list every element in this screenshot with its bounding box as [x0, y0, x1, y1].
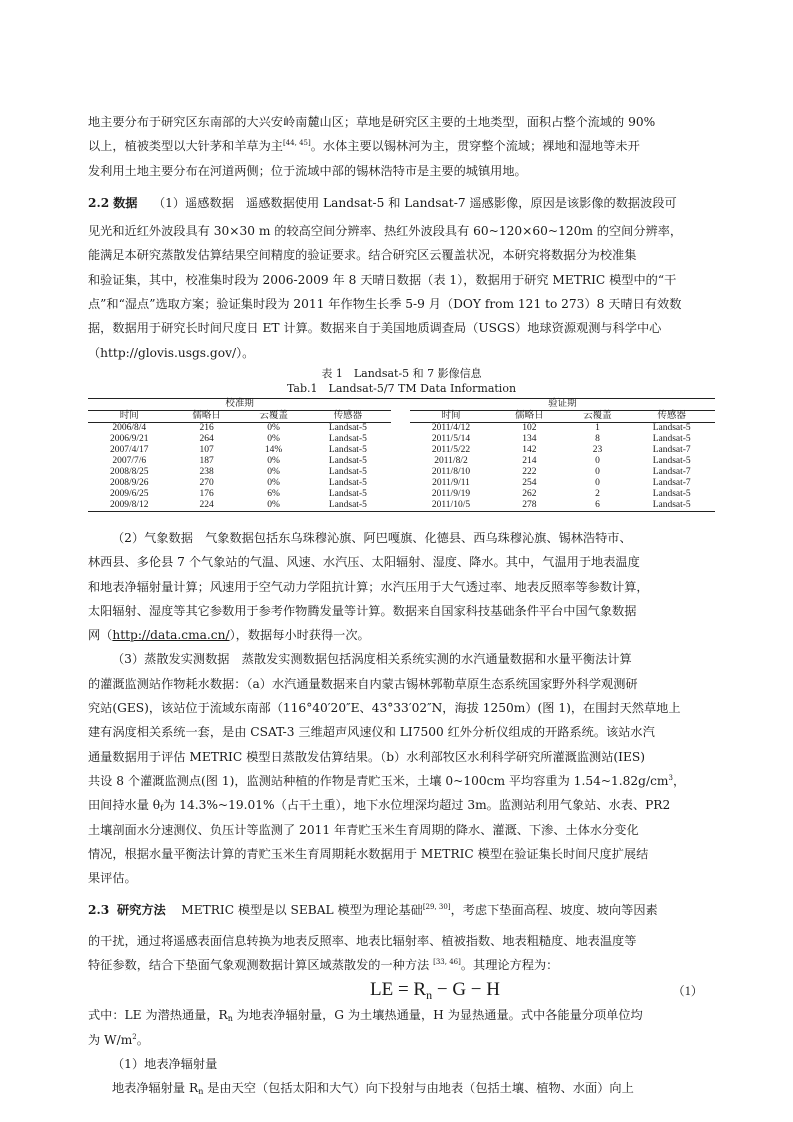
section-title: 数据 — [113, 195, 138, 210]
body-line: 为 $W/m^2$。 — [88, 1032, 149, 1047]
table-row — [88, 434, 715, 445]
equation-explanation — [88, 1003, 715, 1052]
table-cell: 0% — [267, 455, 280, 466]
table-cell: 0% — [267, 499, 280, 510]
column-header: 云覆盖 — [243, 410, 305, 422]
body-line: 据，数据用于研究长时间尺度日 ET 计算。数据来自于美国地质调查局（USGS）地球资源观测与科学中心 — [88, 321, 662, 336]
body-line: （2）气象数据 气象数据包括东乌珠穆沁旗、阿巴嘎旗、化德县、西乌珠穆沁旗、锡林浩特市、 — [112, 530, 632, 545]
table-gap — [391, 456, 410, 467]
table-row — [88, 478, 715, 489]
body-line: 土壤剖面水分速测仪、负压计等监测了 2011 年青贮玉米生育周期的降水、灌溉、下渗、土体水分变化 — [88, 822, 639, 837]
table-gap — [391, 445, 410, 456]
table-cell: 107 — [199, 444, 214, 455]
section-heading-2-2: 2.2 数据 （1）遥感数据 遥感数据使用 Landsat-5 和 Landsat-7 遥感影像，原因是该影像的数据波段可 — [88, 195, 677, 210]
table-cell: 0 — [595, 455, 600, 466]
body-line: 建有涡度相关系统一套，是由 CSAT-3 三维超声风速仪和 LI7500 红外分析仪组成的开路系统。该站水汽 — [88, 725, 655, 740]
table-cell: 278 — [522, 499, 537, 510]
body-line: 式中：LE 为潜热通量，$R_n$ 为地表净辐射量，G 为土壤热通量，H 为显热通量。式中各能量分项单位均 — [88, 1008, 643, 1024]
group-header-validation: 验证期 — [410, 398, 715, 410]
table-cell: Landsat-7 — [652, 466, 691, 477]
table-caption-en: Tab.1 Landsat-5/7 TM Data Information — [286, 381, 517, 395]
body-line: 能满足本研究蒸散发估算结果空间精度的验证要求。结合研究区云覆盖状况，本研究将数据分为校准集 — [88, 248, 637, 263]
table-gap — [391, 467, 410, 478]
table-cell: 2007/4/17 — [109, 444, 149, 455]
group-header-calibration: 校准期 — [88, 398, 391, 410]
body-line: 共设 8 个灌溉监测点(图 1)，监测站种植的作物是青贮玉米，土壤 0~100cm 平均容重为 $1.54\sim 1.82g/cm^3$， — [88, 773, 686, 788]
table-cell: 264 — [199, 433, 214, 444]
body-line: 地表净辐射量 $R_n$ 是由天空（包括太阳和大气）向下投射与由地表（包括土壤、植物、水面）向上 — [112, 1081, 634, 1097]
intro-line: 以上，植被类型以大针茅和羊草为主[44, 45]。水体主要以锡林河为主，贯穿整个流域；裸地和湿地等未开 — [88, 139, 640, 154]
landsat-image-table — [88, 398, 715, 512]
table-row — [88, 467, 715, 478]
table-cell: Landsat-5 — [328, 477, 367, 488]
section-heading-2-3: 2.3 研究方法 METRIC 模型是以 SEBAL 模型为理论基础[29, 30]，考虑下垫面高程、坡度、坡向等因素 — [88, 903, 658, 918]
table-cell: Landsat-5 — [328, 488, 367, 499]
table-cell: Landsat-5 — [328, 433, 367, 444]
table-cell: 2011/8/10 — [431, 466, 471, 477]
table-cell: 2008/8/25 — [109, 466, 149, 477]
table-cell: 0% — [267, 477, 280, 488]
citation: [29, 30] — [422, 903, 451, 912]
table-cell: 2009/6/25 — [109, 488, 149, 499]
table-cell: 0 — [595, 466, 600, 477]
table-cell: 0% — [267, 422, 280, 433]
table-cell: 254 — [522, 477, 537, 488]
table-cell: 0 — [595, 477, 600, 488]
table-cell: 0% — [267, 466, 280, 477]
column-header: 儒略日 — [492, 410, 566, 422]
table-cell: Landsat-5 — [652, 488, 691, 499]
body-line: 太阳辐射、湿度等其它参数用于参考作物腾发量等计算。数据来自国家科技基础条件平台中国气象数据 — [88, 603, 637, 618]
table-row — [88, 500, 715, 512]
intro-paragraph — [88, 110, 715, 183]
table-cell: 6% — [267, 488, 280, 499]
equation-1 — [88, 977, 715, 1003]
body-line: 和地表净辐射量计算；风速用于空气动力学阻抗计算；水汽压用于大气透过率、地表反照率等参数计算， — [88, 579, 649, 594]
column-header: 云覆盖 — [567, 410, 629, 422]
column-header: 传感器 — [305, 410, 392, 422]
section-2-2 — [88, 191, 715, 365]
table-cell: Landsat-5 — [652, 433, 691, 444]
body-line: 通量数据用于评估 METRIC 模型日蒸散发估算结果。（b）水利部牧区水利科学研究所灌溉监测站(IES) — [88, 749, 645, 764]
body-line: 和验证集，其中，校准集时段为 2006-2009 年 8 天晴日数据（表 1），数据用于研究 METRIC 模型中的“干 — [88, 272, 677, 287]
table-row — [88, 456, 715, 467]
body-line: 林西县、多伦县 7 个气象站的气温、风速、水汽压、太阳辐射、湿度、降水。其中，气温用于地表温度 — [88, 555, 640, 570]
table-cell: Landsat-5 — [328, 444, 367, 455]
table-cell: 224 — [199, 499, 214, 510]
section-2-3 — [88, 898, 715, 977]
table-cell: 0% — [267, 433, 280, 444]
body-line: 果评估。 — [88, 871, 137, 886]
column-header: 儒略日 — [171, 410, 243, 422]
table-gap — [391, 422, 410, 434]
body-line: 的干扰，通过将遥感表面信息转换为地表反照率、地表比辐射率、植被指数、地表粗糙度、地表温度等 — [88, 933, 637, 948]
equation-body: LE = $R_n - G - H$ — [370, 979, 500, 1003]
table-cell: 2011/5/22 — [431, 444, 471, 455]
table-cell: 2006/9/21 — [109, 433, 149, 444]
table-cell: 14% — [264, 444, 283, 455]
table-row — [88, 489, 715, 500]
table-cell: 2011/5/14 — [431, 433, 471, 444]
table-cell: 214 — [522, 455, 537, 466]
table-cell: 1 — [595, 422, 600, 433]
et-data-paragraph — [88, 647, 715, 890]
table-caption-cn: 表 1 Landsat-5 和 7 影像信息 — [321, 366, 482, 380]
citation: [33, 46] — [433, 958, 461, 967]
table-row — [88, 445, 715, 456]
table-cell: Landsat-7 — [652, 477, 691, 488]
table-gap — [391, 478, 410, 489]
table-cell: Landsat-7 — [652, 444, 691, 455]
table-cell: 216 — [199, 422, 214, 433]
table-gap — [391, 434, 410, 445]
table-gap — [391, 489, 410, 500]
table-cell: 2008/9/26 — [109, 477, 149, 488]
intro-line: 发利用土地主要分布在河道两侧；位于流域中部的锡林浩特市是主要的城镇用地。 — [88, 163, 527, 178]
table-row — [88, 422, 715, 434]
net-radiation-section — [88, 1052, 715, 1101]
table-cell: 134 — [522, 433, 537, 444]
table-cell: Landsat-5 — [328, 466, 367, 477]
section-number: 2.3 — [88, 903, 110, 918]
section-number: 2.2 — [88, 195, 110, 210]
table-gap — [391, 500, 410, 512]
cma-link[interactable]: http://data.cma.cn/ — [112, 628, 230, 643]
table-cell: 176 — [199, 488, 214, 499]
table-cell: Landsat-5 — [652, 499, 691, 510]
column-header: 时间 — [88, 410, 171, 422]
table-cell: 8 — [595, 433, 600, 444]
table-cell: 2011/8/2 — [434, 455, 468, 466]
table-cell: 2011/10/5 — [431, 499, 471, 510]
column-header: 时间 — [410, 410, 493, 422]
equation-number: （1） — [672, 984, 703, 999]
body-line: （3）蒸散发实测数据 蒸散发实测数据包括涡度相关系统实测的水汽通量数据和水量平衡法计算 — [112, 652, 632, 667]
column-header: 传感器 — [628, 410, 715, 422]
table-cell: Landsat-5 — [328, 422, 367, 433]
table-cell: 142 — [522, 444, 537, 455]
body-line: 点”和“湿点”选取方案；验证集时段为 2011 年作物生长季 5-9 月（DOY from 121 to 273）8 天晴日有效数 — [88, 297, 682, 312]
body-line: （http://glovis.usgs.gov/）。 — [88, 345, 255, 360]
table-cell: Landsat-5 — [652, 422, 691, 433]
table-cell: 2007/7/6 — [112, 455, 147, 466]
table-cell: 262 — [522, 488, 537, 499]
table-column-headers — [88, 410, 715, 422]
table-cell: 222 — [522, 466, 537, 477]
body-line: 的灌溉监测站作物耗水数据：（a）水汽通量数据来自内蒙古锡林郭勒草原生态系统国家野外科学观测研 — [88, 676, 638, 691]
table-cell: 238 — [199, 466, 214, 477]
citation: [44, 45] — [283, 139, 311, 148]
table-cell: 23 — [592, 444, 603, 455]
body-line: 田间持水量 $\theta_f$为 14.3%~19.01%（占干土重），地下水位埋深均超过 3m。监测站利用气象站、水表、PR2 — [88, 798, 671, 814]
table-cell: 270 — [199, 477, 214, 488]
table-cell: 2006/8/4 — [112, 422, 147, 433]
body-line: 见光和近红外波段具有 30×30 m 的较高空间分辨率、热红外波段具有 60~120×60~120m 的空间分辨率， — [88, 224, 683, 239]
table-cell: 2011/9/11 — [432, 477, 470, 488]
table-cell: 2009/8/12 — [109, 499, 149, 510]
body-line: 特征参数，结合下垫面气象观测数据计算区域蒸散发的一种方法 [33, 46]。其理论方程为： — [88, 958, 559, 973]
table-cell: 2011/4/12 — [431, 422, 471, 433]
subsection-heading: （1）地表净辐射量 — [112, 1056, 218, 1071]
table-cell: Landsat-5 — [328, 499, 367, 510]
body-line: 究站(GES)，该站位于流域东南部（116°40′20″E、43°33′02″N，海拔 1250m）(图 1)，在围封天然草地上 — [88, 701, 681, 716]
table-cell: 2 — [595, 488, 600, 499]
body-line: 情况，根据水量平衡法计算的青贮玉米生育周期耗水数据用于 METRIC 模型在验证集长时间尺度扩展结 — [88, 846, 649, 861]
weather-data-paragraph — [88, 526, 715, 647]
table-cell: Landsat-5 — [652, 455, 691, 466]
intro-line: 地主要分布于研究区东南部的大兴安岭南麓山区；草地是研究区主要的土地类型，面积占整个流域的 90% — [88, 115, 656, 129]
paper-page — [88, 110, 715, 1101]
table-cell: 187 — [199, 455, 214, 466]
table-cell: Landsat-5 — [328, 455, 367, 466]
body-line: 网（http://data.cma.cn/），数据每小时获得一次。 — [88, 628, 370, 643]
section-title: 研究方法 — [116, 903, 166, 918]
table-cell: 102 — [522, 422, 537, 433]
table-cell: 6 — [595, 499, 600, 510]
table-cell: 2011/9/19 — [431, 488, 471, 499]
